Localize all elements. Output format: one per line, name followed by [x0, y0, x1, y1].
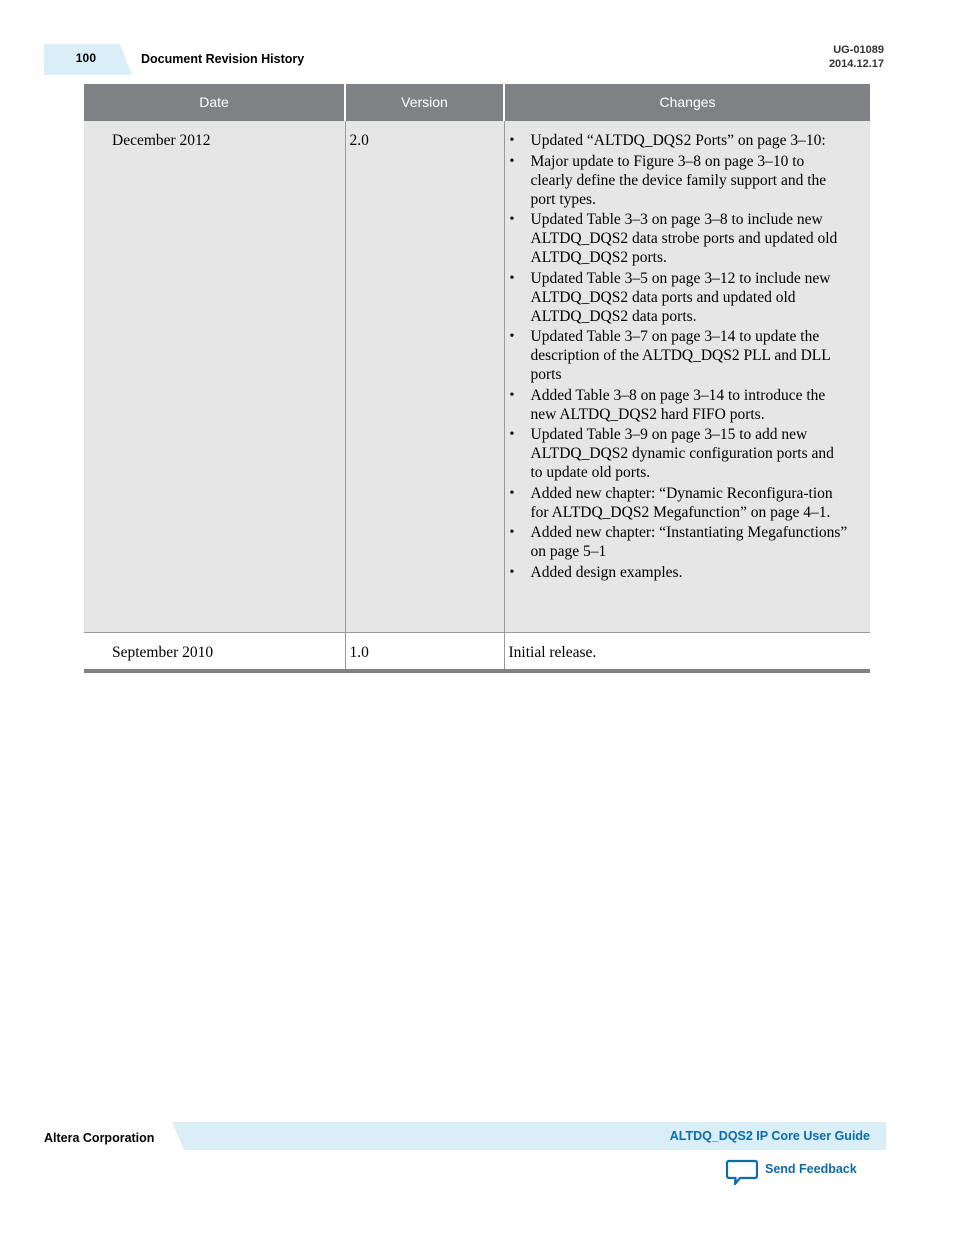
date-cell: December 2012 — [84, 121, 345, 632]
section-title: Document Revision History — [141, 52, 305, 66]
list-item: • Updated Table 3–9 on page 3–15 to add new ALTDQ_DQS2 dynamic configuration ports and to update old ports. — [509, 425, 849, 482]
version-cell: 1.0 — [345, 632, 504, 671]
column-header-date: Date — [84, 84, 345, 121]
column-header-changes: Changes — [504, 84, 870, 121]
list-item: • Updated Table 3–3 on page 3–8 to include new ALTDQ_DQS2 data strobe ports and updated old ALTDQ_DQS2 ports. — [509, 210, 849, 267]
list-item: • Added Table 3–8 on page 3–14 to introduce the new ALTDQ_DQS2 hard FIFO ports. — [509, 386, 849, 424]
list-item: • Updated “ALTDQ_DQS2 Ports” on page 3–10: — [509, 131, 849, 150]
document-id: UG-01089 — [833, 44, 884, 56]
list-item: • Added design examples. — [509, 563, 849, 582]
changes-cell — [504, 121, 870, 632]
version-cell: 2.0 — [345, 121, 504, 632]
send-feedback-label: Send Feedback — [765, 1162, 857, 1176]
table-row — [84, 121, 870, 632]
changes-cell: Initial release. — [504, 632, 870, 671]
revision-history-table — [84, 84, 870, 673]
list-item: • Updated Table 3–5 on page 3–12 to include new ALTDQ_DQS2 data ports and updated old ALTDQ_DQS2 data ports. — [509, 269, 849, 326]
table-row — [84, 632, 870, 671]
document-date: 2014.12.17 — [828, 58, 884, 70]
company-name: Altera Corporation — [44, 1131, 155, 1145]
changes-list — [509, 131, 849, 582]
list-item: • Updated Table 3–7 on page 3–14 to update the description of the ALTDQ_DQS2 PLL and DLL ports — [509, 327, 849, 384]
date-cell: September 2010 — [84, 632, 345, 671]
table-header-row — [84, 84, 870, 121]
list-item: • Added new chapter: “Dynamic Reconfigura-tion for ALTDQ_DQS2 Megafunction” on page 4–1. — [509, 484, 849, 522]
list-item: • Added new chapter: “Instantiating Megafunctions” on page 5–1 — [509, 523, 849, 561]
page-number-tab — [44, 44, 132, 75]
speech-bubble-icon — [726, 1159, 758, 1191]
page-number: 100 — [75, 51, 97, 65]
document-id-block — [829, 43, 884, 71]
list-item: • Major update to Figure 3–8 on page 3–10 to clearly define the device family support and the port types. — [509, 152, 849, 209]
guide-title-link[interactable]: ALTDQ_DQS2 IP Core User Guide — [669, 1129, 870, 1143]
column-header-version: Version — [345, 84, 504, 121]
